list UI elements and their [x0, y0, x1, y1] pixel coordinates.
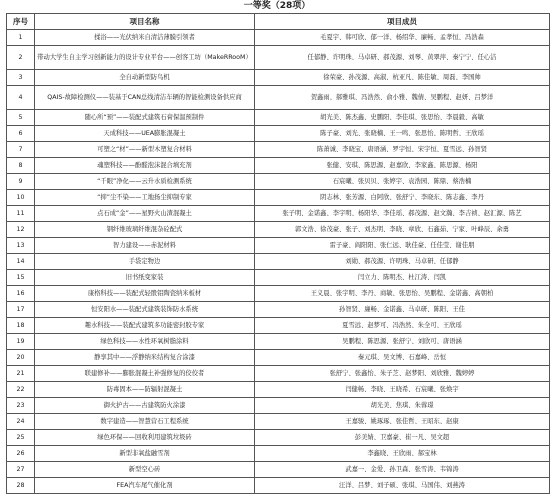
table-row — [7, 126, 550, 142]
cell-project: 防毒固本——防辐射混凝土 — [35, 382, 255, 398]
cell-project: 手袋定物边 — [35, 254, 255, 270]
table-row — [7, 430, 550, 446]
cell-members: 武嘉一、金爱、孙卫森、张雪涛、韦锦涛 — [255, 462, 550, 478]
cell-members: 夏雪远、赵梦可、冯浩然、朱全可、王欣瑶 — [255, 318, 550, 334]
table-row — [7, 190, 550, 206]
table-row — [7, 86, 550, 110]
cell-project: 绿色环保——回收利用建筑垃圾砖 — [35, 430, 255, 446]
table-row — [7, 270, 550, 286]
cell-members: 毛夏宇、韩可欣、郁一洋、杨绍华、廉畅、孟孝恒、冯浩森 — [255, 30, 550, 46]
cell-no: 9 — [7, 174, 35, 190]
cell-no: 10 — [7, 190, 35, 206]
table-row — [7, 110, 550, 126]
table-row — [7, 142, 550, 158]
cell-project: 点石成“金”——星野火山渣混凝土 — [35, 206, 255, 222]
cell-no: 27 — [7, 462, 35, 478]
table-row — [7, 222, 550, 238]
cell-no: 18 — [7, 318, 35, 334]
table-row — [7, 286, 550, 302]
cell-no: 28 — [7, 478, 35, 494]
cell-members: 孙智贤、廉畅、金诺鑫、马卓研、陈阳、王佳 — [255, 302, 550, 318]
table-row — [7, 174, 550, 190]
cell-no: 24 — [7, 414, 35, 430]
cell-project: 揉浴——光伏纳米自清洁薄膜引领者 — [35, 30, 255, 46]
cell-members: 陈萧诚、李晓宝、唐语涵、罗宇恒、宋宇恒、夏雪远、孙智贤 — [255, 142, 550, 158]
table-row — [7, 30, 550, 46]
cell-members: 雷子豪、阎阳阳、张仁远、耿佳豪、任佳莹、谢佳朋 — [255, 238, 550, 254]
cell-project: 新型非氧盐融雪剂 — [35, 446, 255, 462]
table-row — [7, 366, 550, 382]
cell-project: “抑”尘不染——工地扬尘抑制专家 — [35, 190, 255, 206]
awards-table — [6, 13, 550, 494]
cell-project: 全自动新型防鸟机 — [35, 70, 255, 86]
cell-project: QAIS-故障检测仪——装基于CAN总线清洁车辆的智能检测设备供应商 — [35, 86, 255, 110]
cell-project: 新型空心砖 — [35, 462, 255, 478]
table-row — [7, 206, 550, 222]
cell-members: 王义晨、张宇明、李丹、商敏、张思怡、吴鹏程、金诺鑫、高朝柏 — [255, 286, 550, 302]
cell-project: 康格科技——装配式轻骰铝陶瓷纳米板材 — [35, 286, 255, 302]
cell-members: 徐荣豪、孙茂源、高淑、杭亚凡、陈佳敏、周磊、李国帅 — [255, 70, 550, 86]
cell-no: 22 — [7, 382, 35, 398]
cell-no: 12 — [7, 222, 35, 238]
cell-no: 3 — [7, 70, 35, 86]
cell-members: 阴志林、张芳源、白阿欣、张舒宁、李晓东、陈志鑫、李丹 — [255, 190, 550, 206]
cell-members: 闫立力、陈明杰、杜江涛、闫凯 — [255, 270, 550, 286]
cell-members: 胡光美、焦琪、朱蓉璟 — [255, 398, 550, 414]
table-body — [7, 30, 550, 494]
page-title: 一等奖（28项） — [243, 1, 311, 11]
cell-no: 8 — [7, 158, 35, 174]
table-row — [7, 462, 550, 478]
cell-members: 汪洋、吕梦、刘子硕、张琪、马国伟、刘燕涛 — [255, 478, 550, 494]
cell-members: 任郁静、许明珠、马卓研、郝茂源、刘琴、黄翠萍、秦宁宁、任心洁 — [255, 46, 550, 70]
cell-project: 恒安阳水——装配式建筑装饰防水系统 — [35, 302, 255, 318]
cell-no: 17 — [7, 302, 35, 318]
table-row — [7, 334, 550, 350]
cell-project: 智力建设——赤泥材料 — [35, 238, 255, 254]
cell-project: 随心所“预”——装配式建筑石膏保温预制件 — [35, 110, 255, 126]
cell-project: 联建修补——膨胀混凝土补强修复的佼佼者 — [35, 366, 255, 382]
cell-no: 6 — [7, 126, 35, 142]
table-row — [7, 46, 550, 70]
table-row — [7, 350, 550, 366]
cell-members: 秦元琪、吴文博、石嘉峰、岳恒 — [255, 350, 550, 366]
cell-no: 19 — [7, 334, 35, 350]
cell-members: 张健、安琪、陈思源、赵嘉欣、李家鑫、陈思源、杨阳 — [255, 158, 550, 174]
table-row — [7, 318, 550, 334]
cell-no: 26 — [7, 446, 35, 462]
cell-project: 数字建造——智慧营石工程系统 — [35, 414, 255, 430]
cell-project: 御火护古——古建筑防火涂漆 — [35, 398, 255, 414]
cell-members: 郭文浩、徐茂豪、张子、刘杰明、李晓、章欣、石鑫茹、宁家、叶峰辰、余勇 — [255, 222, 550, 238]
cell-no: 23 — [7, 398, 35, 414]
cell-members: 吴鹏程、陈思源、张舒宁、刘欣可、唐语涵 — [255, 334, 550, 350]
cell-no: 15 — [7, 270, 35, 286]
table-row — [7, 238, 550, 254]
table-row — [7, 446, 550, 462]
cell-no: 20 — [7, 350, 35, 366]
header-project: 项目名称 — [35, 14, 255, 30]
cell-members: 闫健畅、李晓、王晓希、石宸曦、张焕宇 — [255, 382, 550, 398]
cell-members: 石宸曦、张贝贝、张婷宇、袁浩园、陈鼎、蔡浩楠 — [255, 174, 550, 190]
table-row — [7, 414, 550, 430]
table-row — [7, 398, 550, 414]
table-row — [7, 302, 550, 318]
cell-members: 张舒宁、张鑫怡、朱子芝、赵梦阳、刘欣雅、魏婷婷 — [255, 366, 550, 382]
cell-members: 陈子豪、刘光、张晓楠、王一鸣、张思怡、陈明哲、王欣瑶 — [255, 126, 550, 142]
cell-members: 刘勋、郝茂源、许明珠、马卓研、任郁静 — [255, 254, 550, 270]
cell-no: 2 — [7, 46, 35, 70]
cell-project: 带动大学生自主学习创新能力的设计专业平台——创客工坊（MakeRRooM） — [35, 46, 255, 70]
cell-members: 李鑫晓、王欣雨、郝宝林 — [255, 446, 550, 462]
table-row — [7, 478, 550, 494]
cell-members: 胡光美、陈杰鑫、史鹏阳、李佳琪、张思怡、李晨毅、高敏 — [255, 110, 550, 126]
cell-no: 16 — [7, 286, 35, 302]
table-row — [7, 382, 550, 398]
cell-project: 静享其中——浮静纳米结构复合涂漆 — [35, 350, 255, 366]
table-row — [7, 70, 550, 86]
cell-project: 旧书纸变家装 — [35, 270, 255, 286]
cell-no: 21 — [7, 366, 35, 382]
cell-no: 7 — [7, 142, 35, 158]
cell-no: 1 — [7, 30, 35, 46]
cell-no: 13 — [7, 238, 35, 254]
cell-project: FEA汽车尾气催化剂 — [35, 478, 255, 494]
table-row — [7, 254, 550, 270]
cell-project: 趣水科技——装配式建筑多功能密封胶专家 — [35, 318, 255, 334]
cell-project: 魂塑科技——酚醛泡沫混合填充剂 — [35, 158, 255, 174]
cell-no: 11 — [7, 206, 35, 222]
cell-no: 25 — [7, 430, 35, 446]
cell-project: 可塑之“材”——新型木塑复合材料 — [35, 142, 255, 158]
cell-project: 天成科技——UEA膨胀混凝土 — [35, 126, 255, 142]
header-no: 序号 — [7, 14, 35, 30]
cell-members: 张子明、金诺鑫、李宇明、杨阳华、李佳瑶、郝茂源、赵文瀚、李吉祯、赵汇源、陈艺 — [255, 206, 550, 222]
cell-no: 14 — [7, 254, 35, 270]
cell-members: 贺鑫雨、郝雅琪、冯浩然、俞小雅、魏倩、吴鹏程、赵妍、吕梦洋 — [255, 86, 550, 110]
cell-members: 彭美婧、卫嘉豪、崔一凡、吴文超 — [255, 430, 550, 446]
header-members: 项目成员 — [255, 14, 550, 30]
table-row — [7, 158, 550, 174]
cell-members: 王嘉骏、姚琢琢、张佳哲、王昭东、赵康 — [255, 414, 550, 430]
cell-project: 钢纤维玻璃纤维混杂砼配式 — [35, 222, 255, 238]
cell-no: 4 — [7, 86, 35, 110]
cell-no: 5 — [7, 110, 35, 126]
cell-project: 绿色科技——水性环氧树脂涂料 — [35, 334, 255, 350]
cell-project: “千眼”净化——云升水质检测系统 — [35, 174, 255, 190]
table-header-row — [7, 14, 550, 30]
